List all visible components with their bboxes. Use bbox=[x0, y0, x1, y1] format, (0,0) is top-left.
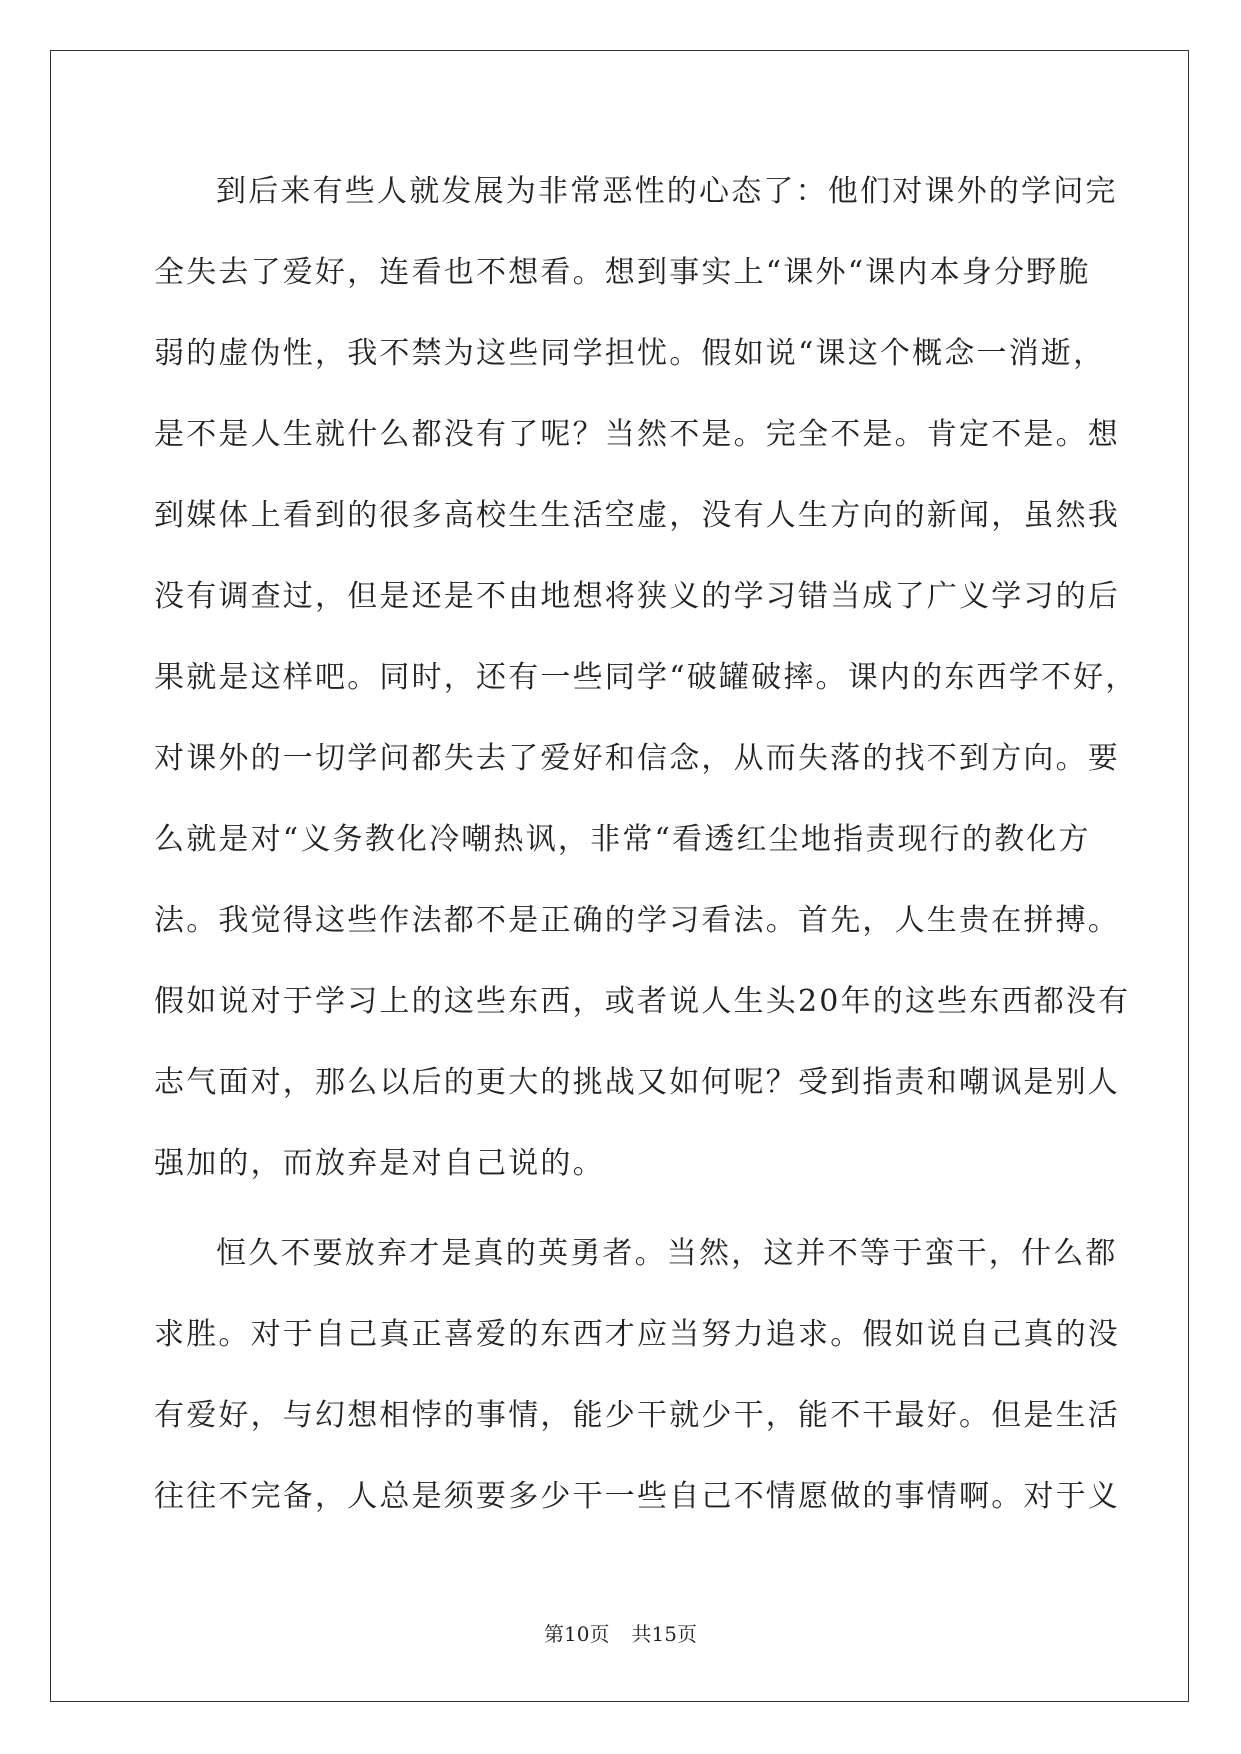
paragraph-spacer bbox=[154, 1215, 1094, 1224]
text-line: 全失去了爱好，连看也不想看。想到事实上“课外“课内本身分野脆 bbox=[154, 255, 1091, 290]
page-number-total: 共15页 bbox=[631, 1622, 697, 1646]
text-line: 往往不完备，人总是须要多少干一些自己不情愿做的事情啊。对于义 bbox=[154, 1479, 1120, 1514]
text-line: 果就是这样吧。同时，还有一些同学“破罐破摔。课内的东西学不好， bbox=[154, 660, 1138, 695]
text-line: 么就是对“义务教化冷嘲热讽，非常“看透红尘地指责现行的教化方 bbox=[154, 822, 1091, 857]
text-line: 是不是人生就什么都没有了呢？当然不是。完全不是。肯定不是。想 bbox=[154, 417, 1120, 452]
text-line: 志气面对，那么以后的更大的挑战又如何呢？受到指责和嘲讽是别人 bbox=[154, 1065, 1120, 1100]
text-line: 法。我觉得这些作法都不是正确的学习看法。首先，人生贵在拼搏。 bbox=[154, 903, 1120, 938]
paragraph bbox=[154, 162, 1138, 1215]
text-line: 到后来有些人就发展为非常恶性的心态了：他们对课外的学问完 bbox=[216, 174, 1118, 209]
page-number-current: 第10页 bbox=[544, 1622, 610, 1646]
text-line: 到媒体上看到的很多高校生生活空虚，没有人生方向的新闻，虽然我 bbox=[154, 498, 1120, 533]
text-line: 对课外的一切学问都失去了爱好和信念，从而失落的找不到方向。要 bbox=[154, 741, 1120, 776]
document-body bbox=[154, 162, 1138, 1548]
text-line: 强加的，而放弃是对自己说的。 bbox=[154, 1146, 605, 1181]
text-line: 恒久不要放弃才是真的英勇者。当然，这并不等于蛮干，什么都 bbox=[216, 1236, 1118, 1271]
page-footer bbox=[0, 1618, 1241, 1647]
text-line: 没有调查过，但是还是不由地想将狭义的学习错当成了广义学习的后 bbox=[154, 579, 1120, 614]
paragraph bbox=[154, 1224, 1120, 1548]
text-line: 弱的虚伪性，我不禁为这些同学担忧。假如说“课这个概念一消逝， bbox=[154, 336, 1106, 371]
text-line: 有爱好，与幻想相悖的事情，能少干就少干，能不干最好。但是生活 bbox=[154, 1398, 1120, 1433]
text-line: 假如说对于学习上的这些东西，或者说人生头20年的这些东西都没有 bbox=[154, 984, 1131, 1019]
text-line: 求胜。对于自己真正喜爱的东西才应当努力追求。假如说自己真的没 bbox=[154, 1317, 1120, 1352]
